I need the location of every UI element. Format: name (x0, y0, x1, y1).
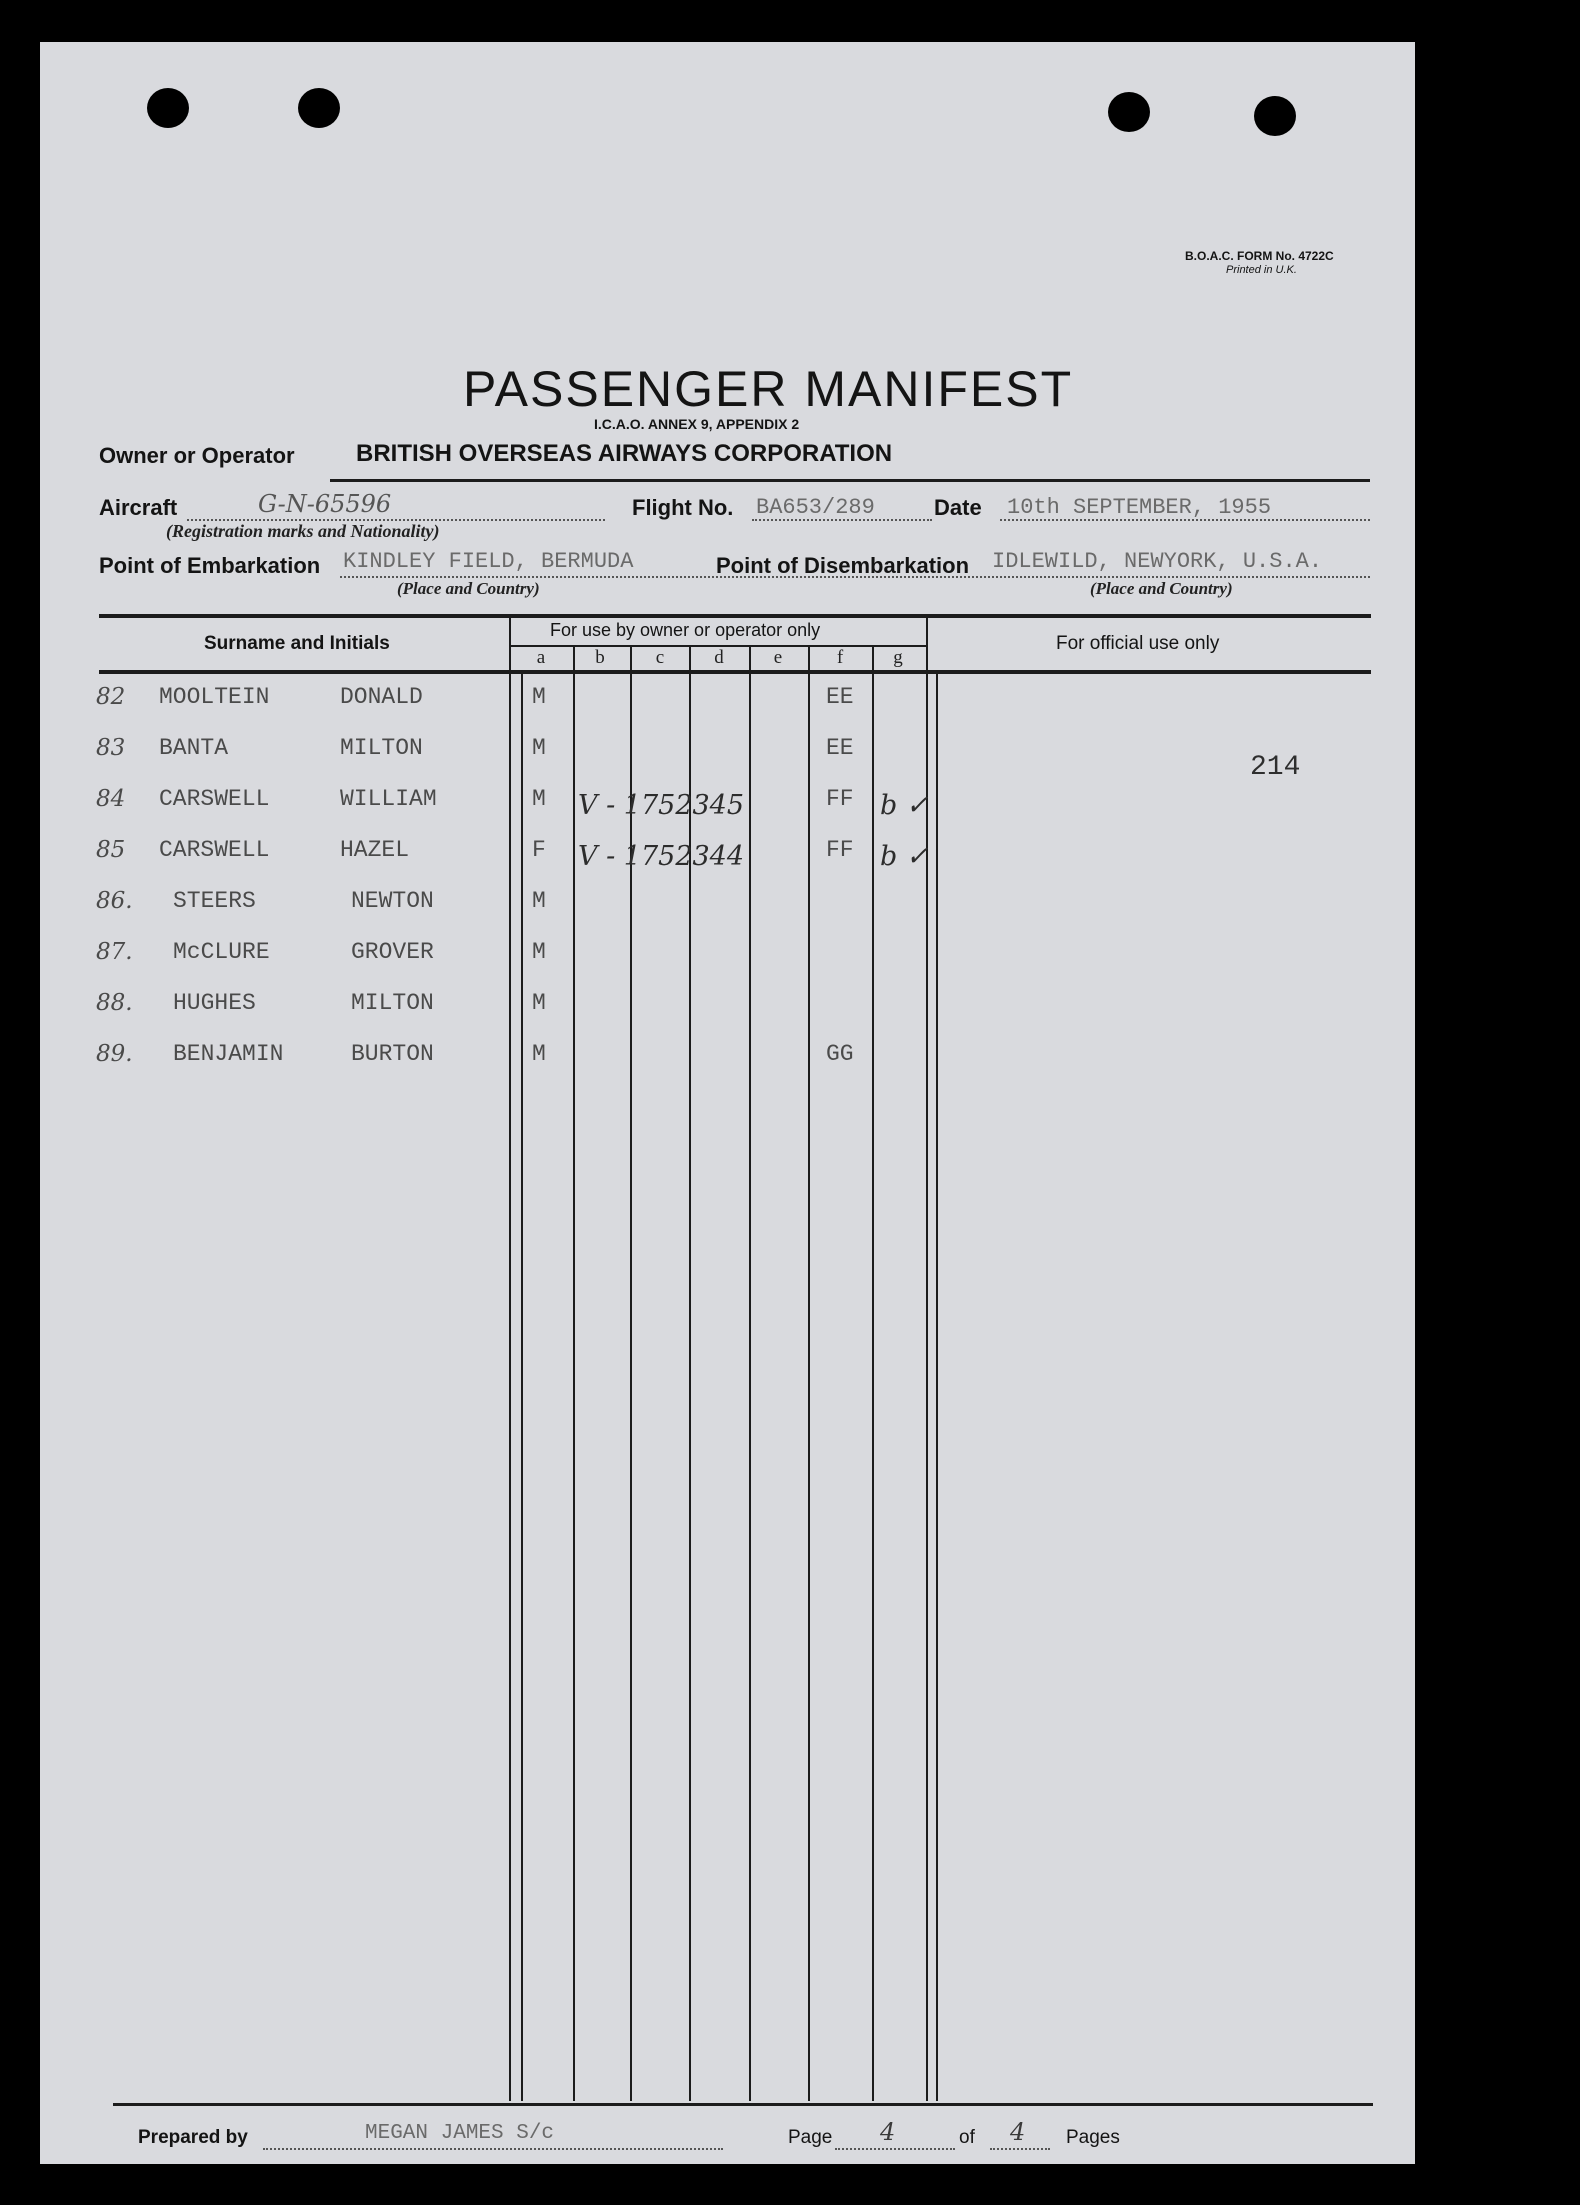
col-line-right-in (936, 672, 938, 2101)
operator-header: For use by owner or operator only (550, 620, 821, 640)
aircraft-value: G-N-65596 (258, 490, 392, 518)
passenger-surname: McCLURE (173, 939, 270, 965)
owner-underline (330, 479, 1370, 482)
column-letter-e: e (773, 647, 783, 668)
date-value: 10th SEPTEMBER, 1955 (1007, 495, 1272, 520)
handwritten-ticket: V - 1752344 (578, 841, 745, 872)
column-letter-g: g (893, 647, 903, 668)
col-line-de (749, 645, 751, 2101)
handwritten-check: b ✓ (880, 790, 929, 821)
page-underline (835, 2148, 955, 2150)
table-header-rule (99, 670, 1371, 674)
col-line-right (926, 616, 928, 2101)
flight-underline (752, 519, 932, 521)
page-label: Page (788, 2127, 833, 2148)
of-label: of (959, 2127, 975, 2148)
handwritten-check: b ✓ (880, 841, 929, 872)
passenger-class: FF (826, 786, 854, 812)
row-number: 83 (96, 735, 126, 761)
pages-value: 4 (1010, 2118, 1026, 2146)
table-top-rule (99, 614, 1371, 618)
official-header: For official use only (1056, 633, 1220, 654)
flight-label: Flight No. (632, 495, 734, 520)
passenger-given-name: MILTON (351, 990, 434, 1016)
passenger-sex: M (532, 786, 546, 812)
column-letter-b: b (595, 647, 605, 668)
punch-hole-3 (1108, 92, 1150, 132)
row-number: 85 (96, 837, 126, 863)
page-value: 4 (880, 2118, 896, 2146)
passenger-sex: M (532, 888, 546, 914)
passenger-surname: BENJAMIN (173, 1041, 284, 1067)
row-number: 82 (96, 684, 126, 710)
passenger-given-name: DONALD (340, 684, 423, 710)
row-number: 89. (96, 1041, 133, 1067)
date-underline (1000, 519, 1370, 521)
surname-header: Surname and Initials (204, 633, 390, 654)
row-number: 84 (96, 786, 126, 812)
passenger-given-name: BURTON (351, 1041, 434, 1067)
passenger-surname: CARSWELL (159, 786, 270, 812)
passenger-surname: BANTA (159, 735, 229, 761)
official-number: 214 (1250, 752, 1301, 783)
embarkation-value: KINDLEY FIELD, BERMUDA (343, 549, 634, 574)
col-line-fg (872, 645, 874, 2101)
passenger-sex: M (532, 990, 546, 1016)
footer-rule (113, 2103, 1373, 2106)
passenger-surname: HUGHES (173, 990, 256, 1016)
handwritten-ticket: V - 1752345 (578, 790, 745, 821)
passenger-sex: M (532, 735, 546, 761)
disembarkation-value: IDLEWILD, NEWYORK, U.S.A. (992, 549, 1323, 574)
form-number: B.O.A.C. FORM No. 4722C (1185, 249, 1334, 263)
passenger-class: EE (826, 735, 854, 761)
passenger-sex: M (532, 684, 546, 710)
passenger-given-name: GROVER (351, 939, 434, 965)
passenger-surname: MOOLTEIN (159, 684, 270, 710)
disembarkation-label: Point of Disembarkation (716, 553, 970, 578)
passenger-given-name: WILLIAM (340, 786, 437, 812)
date-label: Date (934, 495, 982, 520)
pages-underline (990, 2148, 1050, 2150)
prepared-value: MEGAN JAMES S/c (365, 2122, 555, 2145)
page-subtitle: I.C.A.O. ANNEX 9, APPENDIX 2 (594, 416, 800, 432)
punch-hole-2 (298, 88, 340, 128)
col-line-ab (573, 645, 575, 2101)
row-number: 88. (96, 990, 133, 1016)
owner-value: BRITISH OVERSEAS AIRWAYS CORPORATION (356, 440, 893, 467)
row-number: 87. (96, 939, 133, 965)
page-title: PASSENGER MANIFEST (463, 361, 1074, 417)
printed-in: Printed in U.K. (1226, 264, 1297, 276)
passenger-class: GG (826, 1041, 854, 1067)
embarkation-label: Point of Embarkation (99, 553, 321, 578)
embarkation-caption: (Place and Country) (397, 579, 540, 598)
passenger-class: EE (826, 684, 854, 710)
punch-hole-1 (147, 88, 189, 128)
passenger-given-name: NEWTON (351, 888, 434, 914)
col-line-left (509, 616, 511, 2101)
prepared-underline (263, 2148, 723, 2150)
passenger-sex: M (532, 939, 546, 965)
embarkation-underline (340, 576, 1370, 578)
prepared-label: Prepared by (138, 2127, 248, 2148)
column-letter-f: f (836, 647, 844, 668)
passenger-sex: M (532, 1041, 546, 1067)
owner-label: Owner or Operator (99, 443, 295, 468)
aircraft-label: Aircraft (99, 495, 178, 520)
row-number: 86. (96, 888, 133, 914)
punch-hole-4 (1254, 96, 1296, 136)
passenger-surname: CARSWELL (159, 837, 270, 863)
passenger-surname: STEERS (173, 888, 256, 914)
col-line-a-in (521, 672, 523, 2101)
disembarkation-caption: (Place and Country) (1090, 579, 1233, 598)
pages-label: Pages (1066, 2127, 1120, 2148)
passenger-given-name: HAZEL (340, 837, 410, 863)
passenger-sex: F (532, 837, 546, 863)
column-letter-d: d (714, 647, 724, 668)
column-letter-c: c (655, 647, 665, 668)
passenger-given-name: MILTON (340, 735, 423, 761)
aircraft-caption: (Registration marks and Nationality) (166, 521, 440, 541)
passenger-class: FF (826, 837, 854, 863)
flight-value: BA653/289 (756, 495, 875, 520)
column-letter-a: a (536, 647, 546, 668)
col-line-ef (808, 645, 810, 2101)
